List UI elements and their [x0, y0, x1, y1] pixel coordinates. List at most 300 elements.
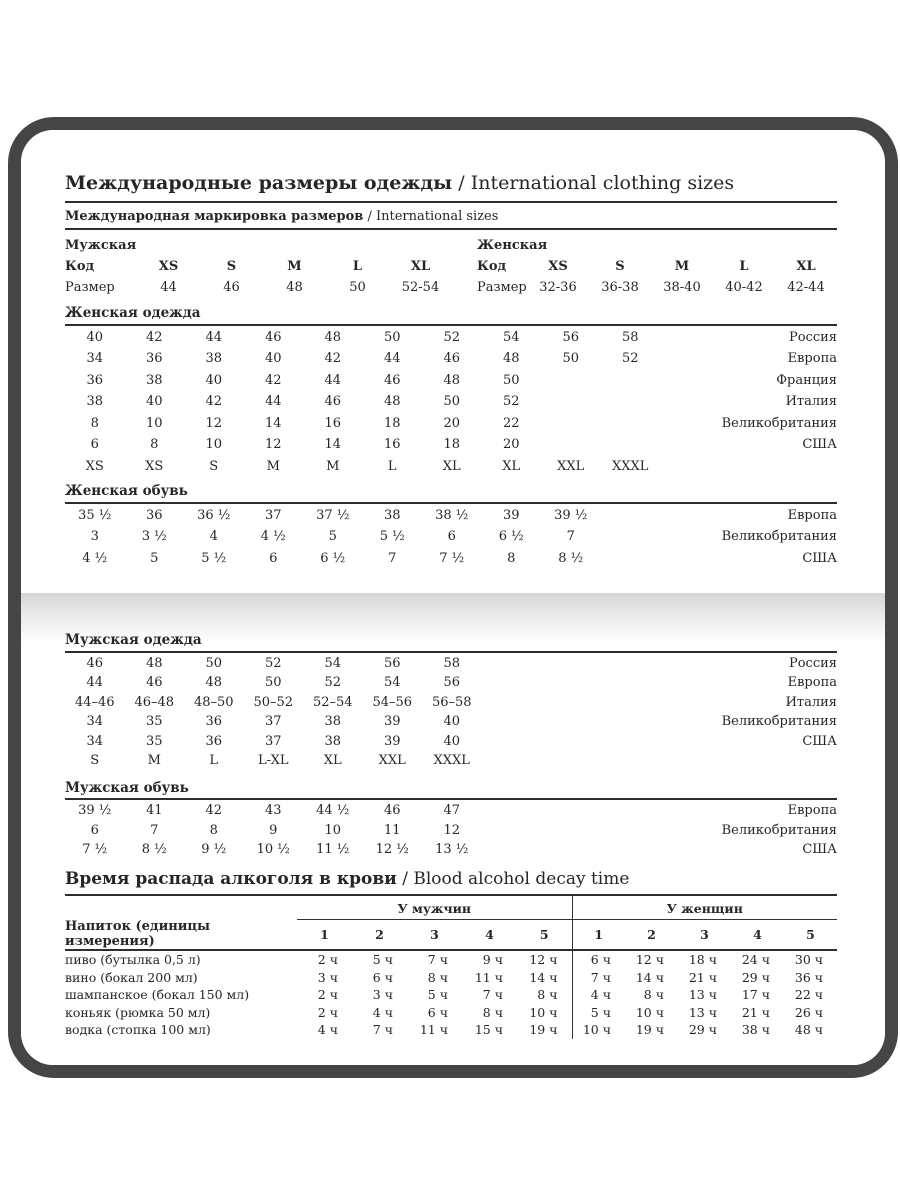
size-cell: 34	[86, 733, 104, 749]
size-cell	[541, 391, 601, 413]
size-row	[65, 693, 837, 713]
size-cell: 8 ½	[558, 550, 584, 566]
section-title-men-clothing: Мужская одежда	[65, 633, 837, 653]
marking-subtitle-en: / International sizes	[363, 208, 499, 224]
alcohol-row	[65, 969, 837, 987]
size-cell	[601, 370, 661, 392]
country-label: Франция	[776, 372, 837, 388]
size-cell: XS	[145, 458, 164, 474]
size-cell: 36	[205, 714, 223, 730]
size-cell	[601, 505, 661, 527]
alcohol-decay-table	[65, 896, 837, 1039]
size-row	[65, 327, 837, 349]
country-label	[660, 751, 837, 771]
international-marking-table	[65, 235, 837, 298]
marking-subtitle	[65, 209, 837, 230]
size-cell: 6	[269, 550, 278, 566]
size-cell: 39 ½	[554, 507, 588, 523]
size-cell	[601, 840, 661, 860]
decay-hours-women: 26 ч	[794, 1004, 824, 1020]
size-cell: 7	[388, 550, 397, 566]
size-row	[65, 751, 837, 771]
size-cell: 48	[324, 329, 342, 345]
size-cell: 38	[324, 714, 342, 730]
country-label: Россия	[788, 655, 837, 671]
count-header: 4	[462, 919, 517, 950]
size-cell: 50	[205, 655, 223, 671]
women-column-group-header: У женщин	[572, 896, 837, 920]
size-cell: 35	[145, 714, 163, 730]
size-code: S	[226, 259, 237, 274]
decay-hours-men: 7 ч	[482, 987, 503, 1003]
section-title-women-clothing: Женская одежда	[65, 306, 837, 326]
size-cell: 20	[443, 415, 461, 431]
size-cell: XL	[502, 458, 521, 474]
size-cell	[601, 821, 661, 841]
size-cell	[601, 751, 661, 771]
size-cell	[601, 673, 661, 693]
size-value: 48	[286, 280, 303, 295]
country-label: США	[802, 437, 837, 453]
size-cell: 48	[145, 655, 163, 671]
count-header: 1	[572, 919, 625, 950]
size-cell: XXXL	[612, 458, 649, 474]
size-cell: 34	[86, 351, 104, 367]
size-code: M	[674, 259, 690, 274]
decay-hours-men: 8 ч	[482, 1004, 503, 1020]
size-cell: 54–56	[372, 694, 413, 710]
country-label: Европа	[787, 803, 837, 819]
size-cell: 50	[443, 394, 461, 410]
size-cell: XL	[442, 458, 461, 474]
men-shoes-table	[65, 801, 837, 860]
alcohol-title-en: / Blood alcohol decay time	[396, 868, 630, 889]
decay-hours-women: 14 ч	[635, 969, 664, 985]
alcohol-row	[65, 1021, 837, 1039]
size-cell: 42	[205, 803, 223, 819]
decay-hours-women: 38 ч	[741, 1022, 770, 1038]
alcohol-title-ru: Время распада алкоголя в крови	[65, 868, 397, 889]
decay-hours-women: 24 ч	[741, 952, 770, 968]
size-cell: 8	[507, 550, 516, 566]
size-cell: 35	[145, 733, 163, 749]
size-cell: 38	[324, 733, 342, 749]
size-cell	[541, 370, 601, 392]
marking-code-row	[65, 256, 837, 277]
size-cell: 46	[145, 675, 163, 691]
size-cell: 46	[264, 329, 282, 345]
women-clothing-table	[65, 327, 837, 478]
size-cell: 14	[324, 437, 342, 453]
size-cell: 50	[383, 329, 401, 345]
size-cell: 3	[90, 529, 99, 545]
size-row	[65, 526, 837, 548]
size-value: 32-36	[539, 280, 577, 295]
size-cell: 7 ½	[82, 842, 108, 858]
size-cell: 7 ½	[439, 550, 465, 566]
size-code: XL	[410, 259, 431, 274]
size-cell: 7	[566, 529, 575, 545]
size-cell: 42	[324, 351, 342, 367]
size-cell: 36 ½	[197, 507, 231, 523]
size-cell: 52	[621, 351, 639, 367]
size-cell: 4 ½	[260, 529, 286, 545]
size-cell: 5 ½	[201, 550, 227, 566]
size-cell: 38	[383, 507, 401, 523]
count-header: 4	[731, 919, 784, 950]
size-cell: 44–46	[74, 694, 115, 710]
decay-hours-men: 7 ч	[372, 1022, 393, 1038]
size-cell: S	[90, 753, 100, 769]
size-cell: 52–54	[312, 694, 353, 710]
country-label: Россия	[788, 329, 837, 345]
size-row	[65, 654, 837, 674]
size-cell: 4 ½	[82, 550, 108, 566]
size-cell: 37	[264, 714, 282, 730]
size-cell	[601, 801, 661, 821]
size-cell: 56	[562, 329, 580, 345]
size-cell	[541, 673, 601, 693]
size-cell	[541, 821, 601, 841]
size-cell	[601, 654, 661, 674]
size-cell	[541, 413, 601, 435]
size-cell	[482, 801, 542, 821]
size-cell: 10 ½	[256, 842, 290, 858]
section-title-alcohol	[65, 869, 837, 896]
size-cell: 10	[205, 437, 223, 453]
size-cell: 52	[264, 655, 282, 671]
size-cell	[482, 751, 542, 771]
size-row	[65, 348, 837, 370]
size-cell: 52	[443, 329, 461, 345]
size-cell	[482, 654, 542, 674]
size-row	[65, 456, 837, 478]
drink-name: шампанское (бокал 150 мл)	[65, 987, 250, 1003]
decay-hours-women: 13 ч	[688, 987, 717, 1003]
decay-hours-men: 7 ч	[427, 952, 448, 968]
size-cell	[541, 751, 601, 771]
size-cell: 38	[145, 372, 163, 388]
decay-hours-men: 11 ч	[474, 969, 503, 985]
size-cell: 9 ½	[201, 842, 227, 858]
size-row	[65, 732, 837, 752]
size-cell: 44	[324, 372, 342, 388]
size-value: 50	[349, 280, 366, 295]
size-cell: 7	[150, 822, 159, 838]
decay-hours-women: 6 ч	[572, 950, 625, 969]
size-cell: 50	[264, 675, 282, 691]
size-cell: 16	[324, 415, 342, 431]
decay-hours-men: 14 ч	[529, 969, 558, 985]
size-cell	[541, 654, 601, 674]
size-cell: 12	[205, 415, 223, 431]
count-header: 1	[297, 919, 352, 950]
size-cell: L	[209, 753, 219, 769]
alcohol-row	[65, 950, 837, 969]
decay-hours-men: 2 ч	[317, 1004, 338, 1020]
decay-hours-men: 15 ч	[474, 1022, 503, 1038]
size-cell: 4	[209, 529, 218, 545]
size-cell	[482, 821, 542, 841]
size-cell: 52	[324, 675, 342, 691]
size-cell: 56	[443, 675, 461, 691]
size-value: 52-54	[401, 280, 440, 295]
size-label: Размер	[65, 280, 115, 295]
alcohol-row	[65, 986, 837, 1004]
size-cell: 8 ½	[141, 842, 167, 858]
size-cell: M	[326, 458, 340, 474]
decay-hours-women: 8 ч	[643, 987, 664, 1003]
size-cell: 40	[264, 351, 282, 367]
decay-hours-men: 2 ч	[317, 952, 338, 968]
country-label: Италия	[785, 394, 837, 410]
size-cell: 38	[205, 351, 223, 367]
size-cell: 42	[205, 394, 223, 410]
decay-hours-women: 4 ч	[572, 986, 625, 1004]
decay-hours-women: 18 ч	[688, 952, 717, 968]
men-column-group-header: У мужчин	[297, 896, 572, 920]
size-cell: 56	[383, 655, 401, 671]
size-cell: 20	[502, 437, 520, 453]
size-cell: L	[387, 458, 397, 474]
size-cell: 40	[205, 372, 223, 388]
decay-hours-men: 3 ч	[317, 969, 338, 985]
size-code: L	[739, 259, 749, 274]
size-cell: 5 ½	[379, 529, 405, 545]
size-cell: 40	[443, 733, 461, 749]
count-header: 2	[625, 919, 678, 950]
decay-hours-women: 30 ч	[794, 952, 824, 968]
size-cell: 41	[145, 803, 163, 819]
size-cell: 39 ½	[78, 803, 112, 819]
size-cell	[601, 732, 661, 752]
men-section-label: Мужская	[65, 238, 137, 253]
country-label: Великобритания	[721, 822, 837, 838]
size-cell	[601, 526, 661, 548]
page-title-ru: Международные размеры одежды	[65, 172, 453, 194]
size-cell: 12 ½	[375, 842, 409, 858]
men-clothing-table	[65, 654, 837, 771]
size-row	[65, 505, 837, 527]
size-cell: 11	[383, 822, 401, 838]
size-cell	[541, 840, 601, 860]
size-cell: 36	[145, 507, 163, 523]
size-cell: 22	[502, 415, 520, 431]
size-cell: 40	[145, 394, 163, 410]
size-cell: 44 ½	[316, 803, 350, 819]
size-cell: 12	[264, 437, 282, 453]
size-row	[65, 840, 837, 860]
size-row	[65, 413, 837, 435]
size-cell: 50	[502, 372, 520, 388]
size-cell	[541, 434, 601, 456]
size-code: XL	[796, 259, 816, 274]
size-cell: 34	[86, 714, 104, 730]
alcohol-gender-header-row	[65, 896, 837, 920]
size-cell: XXL	[378, 753, 406, 769]
size-row	[65, 821, 837, 841]
size-row	[65, 434, 837, 456]
size-cell: 18	[383, 415, 401, 431]
size-cell	[482, 693, 542, 713]
size-row	[65, 801, 837, 821]
size-cell: 48	[443, 372, 461, 388]
decay-hours-women: 21 ч	[688, 969, 717, 985]
size-cell: 39	[383, 733, 401, 749]
decay-hours-men: 12 ч	[529, 952, 558, 968]
size-cell: 6 ½	[498, 529, 524, 545]
size-cell	[482, 732, 542, 752]
count-header: 5	[784, 919, 837, 950]
size-cell: 46	[324, 394, 342, 410]
country-label	[660, 456, 837, 478]
size-cell: 46–48	[134, 694, 175, 710]
decay-hours-men: 8 ч	[427, 969, 448, 985]
size-value: 36-38	[601, 280, 639, 295]
women-shoes-table	[65, 505, 837, 570]
decay-hours-women: 17 ч	[741, 987, 770, 1003]
alcohol-count-header-row	[65, 919, 837, 950]
count-header: 5	[517, 919, 572, 950]
decay-hours-women: 10 ч	[572, 1021, 625, 1039]
size-cell: 10	[324, 822, 342, 838]
size-cell: 36	[86, 372, 104, 388]
drink-name: коньяк (рюмка 50 мл)	[65, 1004, 211, 1020]
country-label: Италия	[785, 694, 837, 710]
decay-hours-women: 5 ч	[572, 1004, 625, 1022]
size-value: 46	[223, 280, 240, 295]
size-cell: 8	[90, 415, 99, 431]
size-cell	[541, 732, 601, 752]
size-cell: 38 ½	[435, 507, 469, 523]
size-cell: 58	[621, 329, 639, 345]
size-cell: 46	[86, 655, 104, 671]
decay-hours-men: 4 ч	[317, 1022, 338, 1038]
size-row	[65, 370, 837, 392]
size-cell: 47	[443, 803, 461, 819]
size-cell	[601, 413, 661, 435]
size-cell	[601, 434, 661, 456]
size-cell: 44	[86, 675, 104, 691]
size-code: S	[615, 259, 625, 274]
decay-hours-women: 21 ч	[741, 1004, 770, 1020]
count-header: 3	[407, 919, 462, 950]
size-cell: 46	[443, 351, 461, 367]
size-cell: 14	[264, 415, 282, 431]
decay-hours-men: 6 ч	[372, 969, 393, 985]
size-cell: 8	[150, 437, 159, 453]
marking-subtitle-ru: Международная маркировка размеров	[65, 208, 364, 224]
size-cell: L-XL	[258, 753, 289, 769]
size-code: L	[352, 259, 363, 274]
alcohol-row	[65, 1004, 837, 1022]
country-label: США	[802, 842, 837, 858]
size-cell: 12	[443, 822, 461, 838]
size-cell: XXL	[557, 458, 585, 474]
decay-hours-men: 5 ч	[372, 952, 393, 968]
size-value: 44	[160, 280, 177, 295]
drink-name: пиво (бутылка 0,5 л)	[65, 952, 201, 968]
size-cell	[601, 712, 661, 732]
size-cell: 50–52	[253, 694, 294, 710]
size-cell: 56–58	[431, 694, 472, 710]
country-label: Великобритания	[721, 529, 837, 545]
notebook-cover-frame	[8, 117, 898, 1078]
drink-name: вино (бокал 200 мл)	[65, 969, 198, 985]
size-cell: XL	[323, 753, 342, 769]
size-cell: 50	[562, 351, 580, 367]
drink-name: водка (стопка 100 мл)	[65, 1022, 211, 1038]
size-cell: 37 ½	[316, 507, 350, 523]
size-label: Размер	[477, 280, 527, 295]
size-cell: 13 ½	[435, 842, 469, 858]
women-section-label: Женская	[477, 238, 548, 253]
decay-hours-women: 10 ч	[635, 1004, 664, 1020]
decay-hours-women: 29 ч	[688, 1022, 717, 1038]
decay-hours-men: 11 ч	[419, 1022, 448, 1038]
decay-hours-women: 7 ч	[572, 969, 625, 987]
size-cell: 40	[443, 714, 461, 730]
decay-hours-women: 19 ч	[635, 1022, 664, 1038]
decay-hours-men: 5 ч	[427, 987, 448, 1003]
size-cell: 46	[383, 372, 401, 388]
decay-hours-men: 3 ч	[372, 987, 393, 1003]
size-cell: 39	[502, 507, 520, 523]
size-cell	[482, 840, 542, 860]
size-cell: 6 ½	[320, 550, 346, 566]
decay-hours-men: 8 ч	[537, 987, 558, 1003]
size-cell: 40	[86, 329, 104, 345]
size-cell: 48	[502, 351, 520, 367]
decay-hours-men: 4 ч	[372, 1004, 393, 1020]
code-label: Код	[477, 259, 507, 274]
size-row	[65, 391, 837, 413]
size-cell: 52	[502, 394, 520, 410]
drink-column-header: Напиток (единицы измерения)	[65, 919, 297, 950]
size-cell: 10	[145, 415, 163, 431]
size-row	[65, 548, 837, 570]
size-value: 40-42	[725, 280, 763, 295]
size-cell	[541, 712, 601, 732]
decay-hours-women: 36 ч	[794, 969, 824, 985]
page-title-en: / International clothing sizes	[452, 172, 735, 194]
size-cell: 48	[205, 675, 223, 691]
size-cell: 44	[383, 351, 401, 367]
size-cell	[541, 693, 601, 713]
country-label: США	[802, 550, 837, 566]
size-cell: 35 ½	[78, 507, 112, 523]
size-cell: 5	[328, 529, 337, 545]
decay-hours-men: 9 ч	[482, 952, 503, 968]
size-cell: 39	[383, 714, 401, 730]
size-cell: 42	[264, 372, 282, 388]
size-cell: 18	[443, 437, 461, 453]
size-cell: 37	[264, 733, 282, 749]
size-cell	[601, 391, 661, 413]
size-cell	[601, 548, 661, 570]
size-cell	[482, 712, 542, 732]
size-code: XS	[158, 259, 179, 274]
size-cell: 36	[145, 351, 163, 367]
size-row	[65, 712, 837, 732]
size-cell: XS	[85, 458, 104, 474]
size-cell: 37	[264, 507, 282, 523]
size-cell: 6	[90, 437, 99, 453]
size-cell: 11 ½	[316, 842, 350, 858]
country-label: Великобритания	[721, 714, 837, 730]
size-cell: 5	[150, 550, 159, 566]
size-cell: S	[209, 458, 219, 474]
